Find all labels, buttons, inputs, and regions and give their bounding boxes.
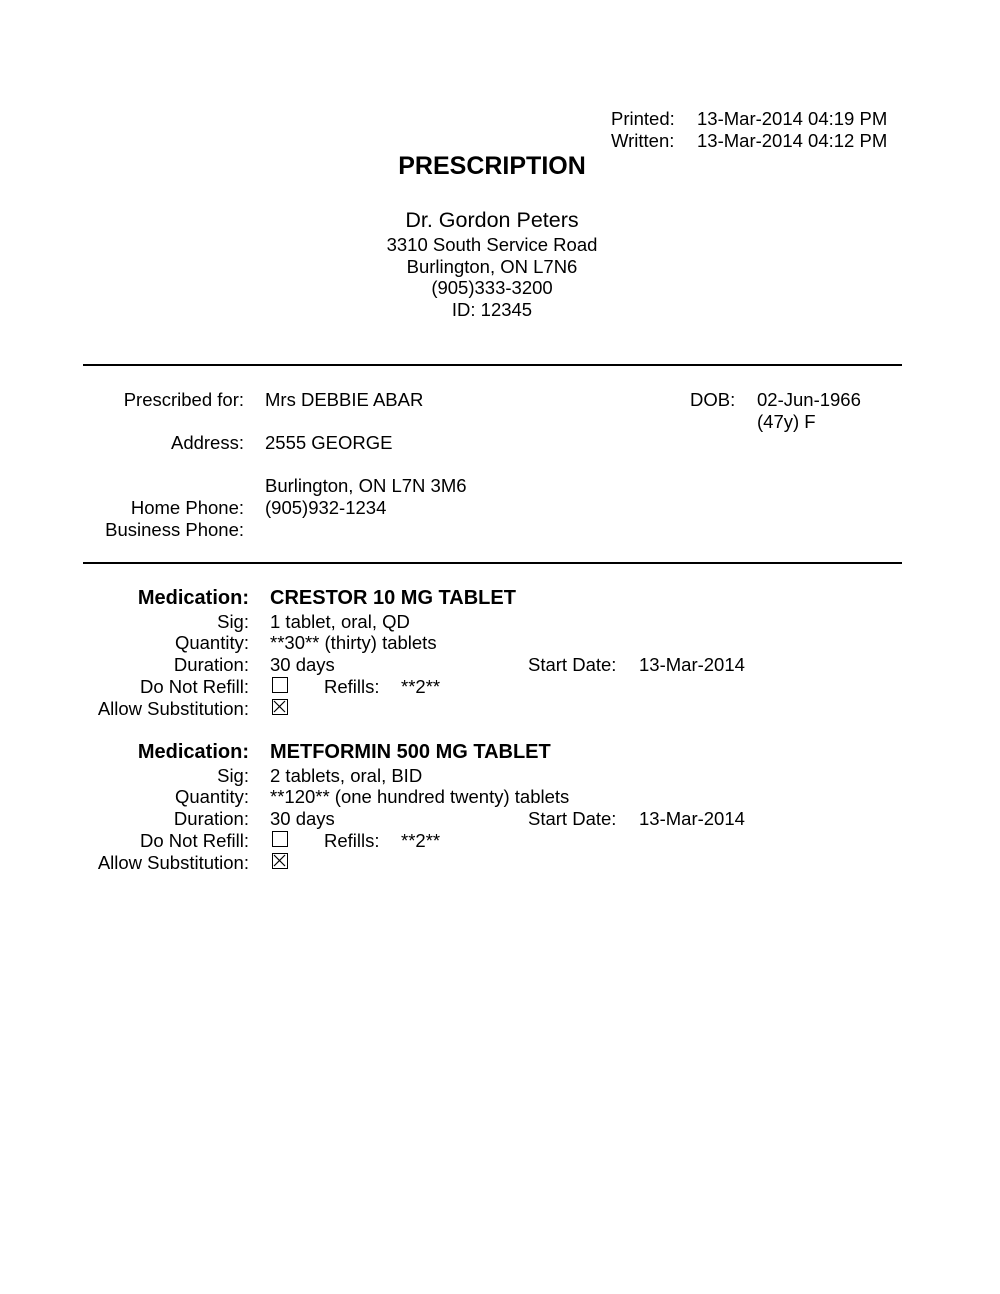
doctor-address-line2: Burlington, ON L7N6	[406, 256, 578, 277]
allow-substitution-label: Allow Substitution:	[97, 698, 249, 719]
duration-value: 30 days	[270, 808, 335, 829]
doctor-id: ID: 12345	[451, 299, 533, 320]
patient-name: Mrs DEBBIE ABAR	[265, 389, 424, 410]
written-value: 13-Mar-2014 04:12 PM	[697, 130, 888, 151]
medication-name: METFORMIN 500 MG TABLET	[270, 741, 551, 763]
duration-label: Duration:	[173, 808, 249, 829]
start-date-label: Start Date:	[528, 654, 617, 675]
home-phone-value: (905)932-1234	[265, 497, 387, 518]
divider-bottom	[83, 562, 902, 564]
doctor-phone: (905)333-3200	[431, 277, 553, 298]
refills-label: Refills:	[324, 676, 380, 697]
dob-label: DOB:	[690, 389, 736, 410]
sig-value: 2 tablets, oral, BID	[270, 765, 423, 786]
refills-value: **2**	[401, 676, 441, 697]
quantity-value: **30** (thirty) tablets	[270, 632, 437, 653]
medication-label: Medication:	[137, 741, 249, 763]
medication-name: CRESTOR 10 MG TABLET	[270, 587, 516, 609]
patient-address-line2: Burlington, ON L7N 3M6	[265, 475, 467, 496]
refills-label: Refills:	[324, 830, 380, 851]
printed-value: 13-Mar-2014 04:19 PM	[697, 108, 888, 129]
allow-substitution-checkbox[interactable]	[272, 699, 288, 715]
doctor-address-line1: 3310 South Service Road	[386, 234, 598, 255]
sig-value: 1 tablet, oral, QD	[270, 611, 410, 632]
quantity-value: **120** (one hundred twenty) tablets	[270, 786, 570, 807]
check-x-icon	[273, 854, 286, 867]
quantity-label: Quantity:	[174, 632, 249, 653]
patient-address-line1: 2555 GEORGE	[265, 432, 393, 453]
check-x-icon	[273, 700, 286, 713]
do-not-refill-checkbox[interactable]	[272, 831, 288, 847]
do-not-refill-label: Do Not Refill:	[140, 676, 249, 697]
allow-substitution-checkbox[interactable]	[272, 853, 288, 869]
sig-label: Sig:	[217, 765, 249, 786]
age-sex: (47y) F	[757, 411, 816, 432]
page-title: PRESCRIPTION	[398, 152, 586, 180]
duration-label: Duration:	[173, 654, 249, 675]
printed-label: Printed:	[611, 108, 675, 129]
written-label: Written:	[611, 130, 675, 151]
address-label: Address:	[170, 432, 244, 453]
dob-value: 02-Jun-1966	[757, 389, 861, 410]
refills-value: **2**	[401, 830, 441, 851]
start-date-label: Start Date:	[528, 808, 617, 829]
doctor-name: Dr. Gordon Peters	[405, 208, 579, 232]
start-date-value: 13-Mar-2014	[639, 654, 745, 675]
start-date-value: 13-Mar-2014	[639, 808, 745, 829]
medication-label: Medication:	[137, 587, 249, 609]
sig-label: Sig:	[217, 611, 249, 632]
business-phone-label: Business Phone:	[105, 519, 244, 540]
home-phone-label: Home Phone:	[130, 497, 244, 518]
prescribed-for-label: Prescribed for:	[123, 389, 244, 410]
do-not-refill-label: Do Not Refill:	[140, 830, 249, 851]
do-not-refill-checkbox[interactable]	[272, 677, 288, 693]
allow-substitution-label: Allow Substitution:	[97, 852, 249, 873]
duration-value: 30 days	[270, 654, 335, 675]
quantity-label: Quantity:	[174, 786, 249, 807]
divider-top	[83, 364, 902, 366]
